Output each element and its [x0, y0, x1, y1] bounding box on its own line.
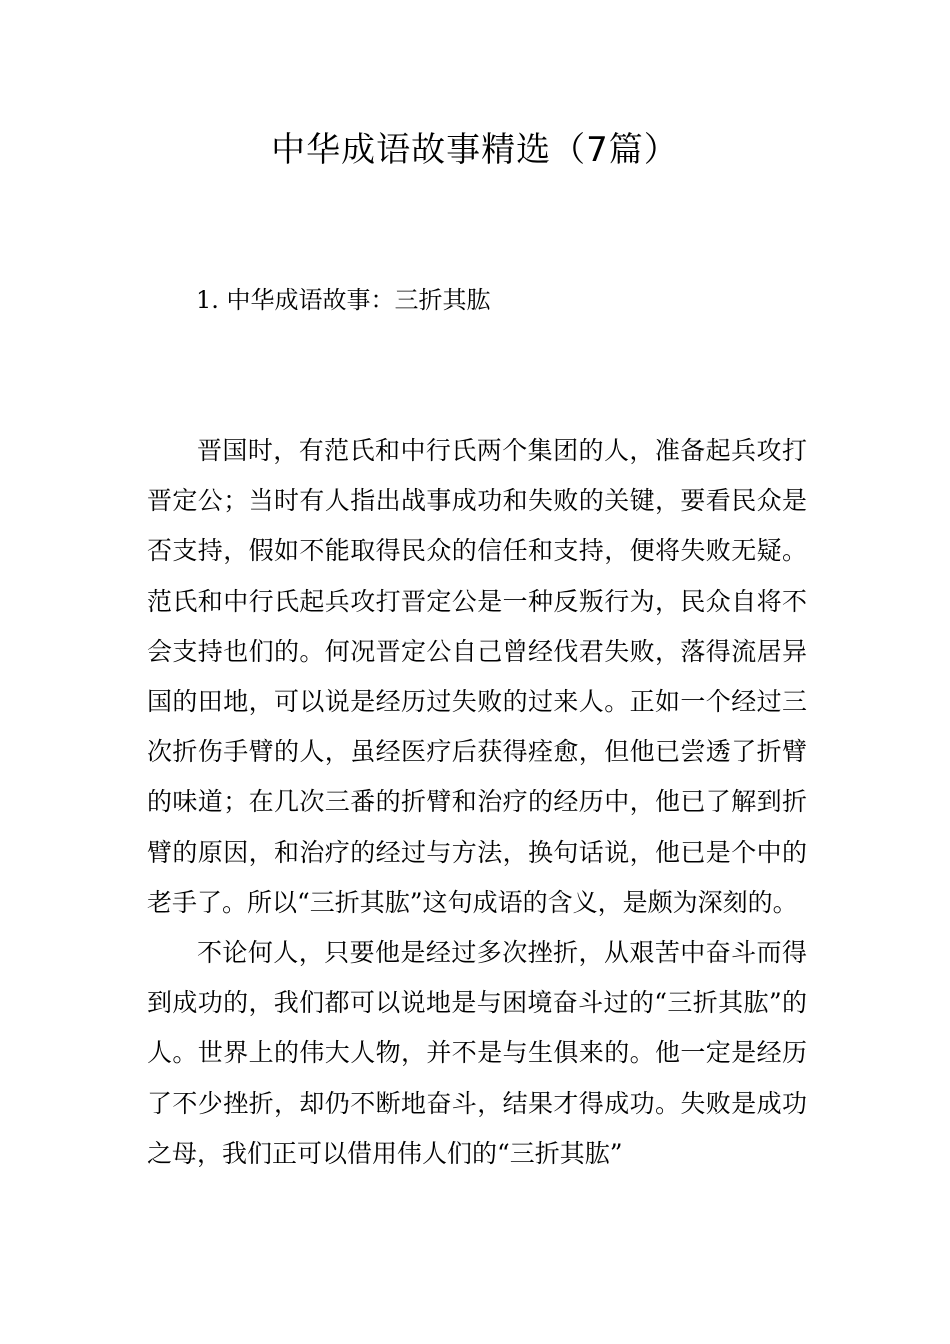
document-title: 中华成语故事精选（7篇） [271, 130, 679, 170]
body-text [147, 426, 807, 1179]
section-heading: 1. 中华成语故事：三折其肱 [196, 286, 491, 314]
paragraph-2: 不论何人，只要他是经过多次挫折，从艰苦中奋斗而得到成功的，我们都可以说地是与困境奋斗过的“三折其肱”的人。世界上的伟大人物，并不是与生俱来的。他一定是经历了不少挫折，却仍不断地奋斗，结果才得成功。失败是成功之母，我们正可以借用伟人们的“三折其肱” [147, 938, 807, 1168]
paragraph-1: 晋国时，有范氏和中行氏两个集团的人，准备起兵攻打晋定公；当时有人指出战事成功和失败的关键，要看民众是否支持，假如不能取得民众的信任和支持，便将失败无疑。范氏和中行氏起兵攻打晋定公是一种反叛行为，民众自将不会支持也们的。何况晋定公自己曾经伐君失败，落得流居异国的田地，可以说是经历过失败的过来人。正如一个经过三次折伤手臂的人，虽经医疗后获得痊愈，但他已尝透了折臂的味道；在几次三番的折臂和治疗的经历中，他已了解到折臂的原因，和治疗的经过与方法，换句话说，他已是个中的老手了。所以“三折其肱”这句成语的含义，是颇为深刻的。 [147, 436, 807, 917]
